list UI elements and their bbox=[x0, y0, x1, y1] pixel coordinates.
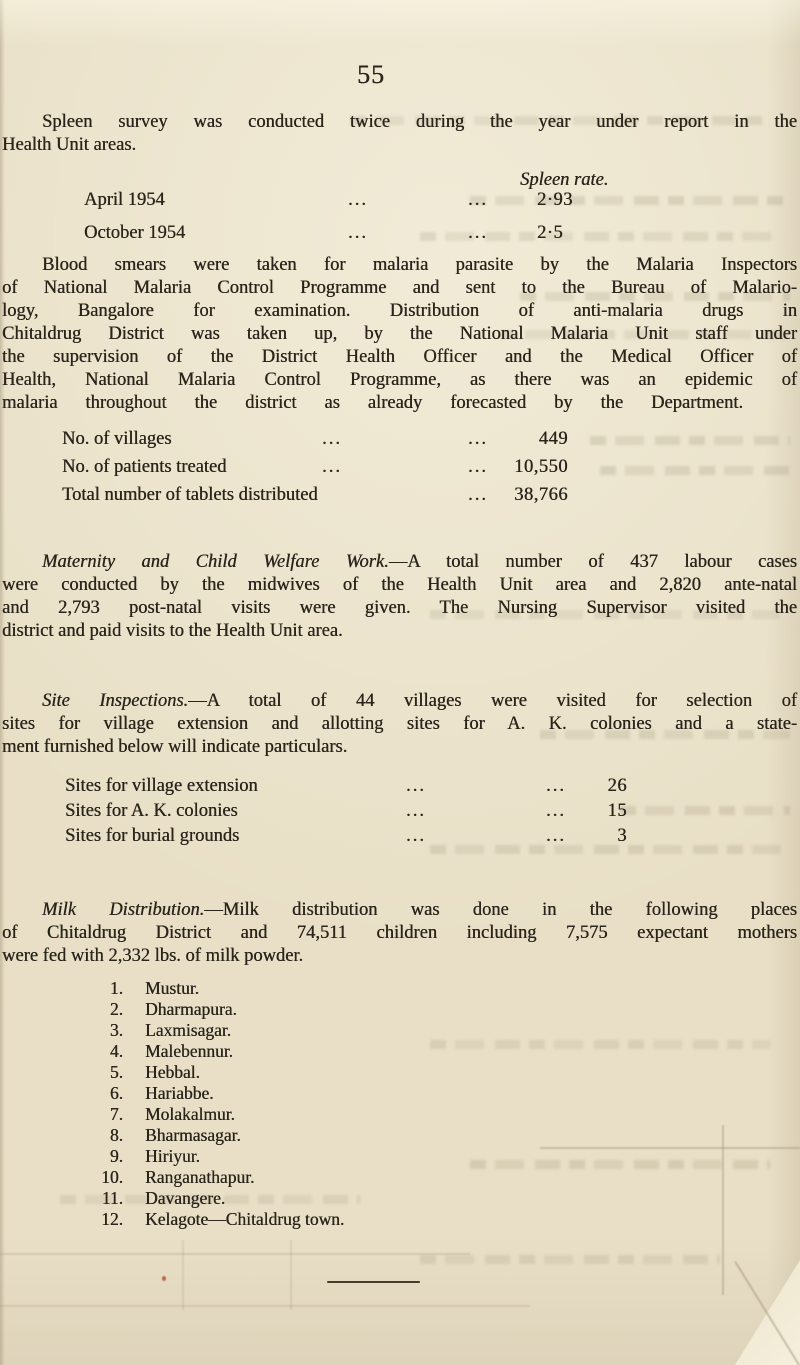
place-list-item bbox=[2, 1062, 602, 1083]
row-label: No. of villages bbox=[62, 429, 172, 449]
bleedthrough-rule bbox=[0, 1305, 530, 1307]
bleedthrough-rule bbox=[290, 1240, 292, 1310]
bleedthrough-rule bbox=[0, 1253, 470, 1255]
leader-dots: ... bbox=[468, 485, 488, 505]
place-number: 3. bbox=[109, 1020, 123, 1040]
row-value: 38,766 bbox=[514, 485, 568, 505]
leader-dots: ... bbox=[348, 190, 368, 210]
italic-lead-in: Milk Distribution. bbox=[42, 900, 205, 920]
row-value: 449 bbox=[538, 429, 568, 449]
text-run: were conducted by the midwives of the Health Unit area and 2,820 ante-natal bbox=[2, 575, 797, 595]
place-name: Hariabbe. bbox=[145, 1083, 214, 1103]
text-line bbox=[2, 254, 797, 277]
leader-dots: ... bbox=[468, 190, 488, 210]
place-name: Dharmapura. bbox=[145, 999, 237, 1019]
text-run: malaria throughout the district as already forecasted by the Department. bbox=[2, 393, 743, 413]
row-value: 26 bbox=[607, 776, 627, 796]
place-name: Laxmisagar. bbox=[145, 1020, 232, 1040]
place-name: Ranganathapur. bbox=[145, 1167, 255, 1187]
leader-dots: ... bbox=[406, 826, 426, 846]
leader-dots: ... bbox=[406, 776, 426, 796]
place-name: Hiriyur. bbox=[145, 1146, 200, 1166]
leader-row bbox=[2, 188, 797, 221]
row-value: 2·93 bbox=[537, 190, 573, 210]
site-inspections-paragraph bbox=[2, 690, 797, 759]
leader-dots: ... bbox=[546, 776, 566, 796]
maternity-child-welfare-paragraph bbox=[2, 551, 797, 643]
text-line bbox=[2, 369, 797, 392]
leader-row bbox=[2, 800, 797, 825]
place-name: Davangere. bbox=[145, 1188, 226, 1208]
italic-lead-in: Maternity and Child Welfare Work. bbox=[42, 552, 389, 572]
leader-row bbox=[2, 455, 797, 483]
place-number: 2. bbox=[109, 999, 123, 1019]
place-number: 10. bbox=[101, 1167, 123, 1187]
place-name: Kelagote—Chitaldrug town. bbox=[145, 1209, 345, 1229]
text-line bbox=[2, 574, 797, 597]
place-number: 6. bbox=[109, 1083, 123, 1103]
bleedthrough-rule bbox=[722, 1125, 724, 1295]
leader-row bbox=[2, 775, 797, 800]
place-list-item bbox=[2, 1167, 602, 1188]
row-label: No. of patients treated bbox=[62, 457, 227, 477]
row-label: Total number of tablets distributed bbox=[62, 485, 318, 505]
text-run: logy, Bangalore for examination. Distribution of anti-malaria drugs in bbox=[2, 301, 797, 321]
place-name: Malebennur. bbox=[145, 1041, 233, 1061]
italic-lead-in: Site Inspections. bbox=[42, 691, 189, 711]
milk-distribution-places-list bbox=[2, 978, 602, 1230]
place-name: Mustur. bbox=[145, 978, 199, 998]
place-name: Molakalmur. bbox=[145, 1104, 235, 1124]
leader-row bbox=[2, 221, 797, 254]
text-line bbox=[2, 713, 797, 736]
paper-stain-speck bbox=[162, 1276, 166, 1281]
text-line bbox=[2, 323, 797, 346]
text-run: Spleen survey was conducted twice during the year under report in the bbox=[42, 112, 797, 132]
row-value: 2·5 bbox=[537, 223, 564, 243]
text-run: Health Unit areas. bbox=[2, 135, 137, 155]
place-list-item bbox=[2, 1041, 602, 1062]
text-run: ment furnished below will indicate particulars. bbox=[2, 737, 348, 757]
spleen-rate-heading: Spleen rate. bbox=[520, 170, 609, 190]
row-value: 10,550 bbox=[514, 457, 568, 477]
leader-dots: ... bbox=[468, 457, 488, 477]
text-run: Chitaldrug District was taken up, by the National Malaria Unit staff under bbox=[2, 324, 797, 344]
leader-row bbox=[2, 825, 797, 850]
place-number: 8. bbox=[109, 1125, 123, 1145]
leader-dots: ... bbox=[468, 223, 488, 243]
text-run: Blood smears were taken for malaria parasite by the Malaria Inspectors bbox=[42, 255, 797, 275]
place-number: 1. bbox=[109, 978, 123, 998]
spleen-rate-table bbox=[2, 188, 797, 254]
text-run: —A total number of 437 labour cases bbox=[388, 552, 798, 572]
place-list-item bbox=[2, 1146, 602, 1167]
leader-dots: ... bbox=[322, 429, 342, 449]
text-line bbox=[2, 134, 797, 157]
text-line bbox=[2, 277, 797, 300]
place-list-item bbox=[2, 1125, 602, 1146]
bleedthrough-ghost bbox=[420, 1255, 720, 1264]
text-run: were fed with 2,332 lbs. of milk powder. bbox=[2, 946, 304, 966]
site-inspections-table bbox=[2, 775, 797, 850]
row-value: 15 bbox=[607, 801, 627, 821]
text-line bbox=[2, 736, 797, 759]
spleen-survey-paragraph bbox=[2, 111, 797, 157]
text-line bbox=[2, 300, 797, 323]
leader-dots: ... bbox=[406, 801, 426, 821]
place-name: Hebbal. bbox=[145, 1062, 200, 1082]
text-run: of National Malaria Control Programme and sent to the Bureau of Malario- bbox=[2, 278, 797, 298]
section-divider bbox=[327, 1281, 420, 1283]
malaria-programme-paragraph bbox=[2, 254, 797, 415]
malaria-statistics-table bbox=[2, 427, 797, 511]
place-name: Bharmasagar. bbox=[145, 1125, 241, 1145]
text-line bbox=[2, 597, 797, 620]
text-line bbox=[2, 111, 797, 134]
place-list-item bbox=[2, 999, 602, 1020]
bleedthrough-rule bbox=[182, 1240, 184, 1310]
place-list-item bbox=[2, 1209, 602, 1230]
text-run: —A total of 44 villages were visited for selection of bbox=[188, 691, 797, 711]
place-number: 11. bbox=[101, 1188, 123, 1208]
place-list-item bbox=[2, 978, 602, 999]
place-list-item bbox=[2, 1188, 602, 1209]
leader-dots: ... bbox=[468, 429, 488, 449]
text-line bbox=[2, 392, 743, 415]
text-line bbox=[2, 922, 797, 945]
text-run: sites for village extension and allotting sites for A. K. colonies and a state- bbox=[2, 714, 797, 734]
text-run: Health, National Malaria Control Programme, as there was an epidemic of bbox=[2, 370, 797, 390]
row-label: Sites for A. K. colonies bbox=[65, 801, 238, 821]
row-label: April 1954 bbox=[84, 190, 165, 210]
leader-row bbox=[2, 427, 797, 455]
text-line bbox=[2, 551, 797, 574]
place-number: 12. bbox=[101, 1209, 123, 1229]
milk-distribution-paragraph bbox=[2, 899, 797, 968]
place-number: 5. bbox=[109, 1062, 123, 1082]
text-line bbox=[2, 690, 797, 713]
place-list-item bbox=[2, 1083, 602, 1104]
place-list-item bbox=[2, 1020, 602, 1041]
row-value: 3 bbox=[617, 826, 627, 846]
leader-dots: ... bbox=[348, 223, 368, 243]
text-line bbox=[2, 620, 797, 643]
text-line bbox=[2, 945, 797, 968]
text-line bbox=[2, 346, 797, 369]
text-run: the supervision of the District Health Officer and the Medical Officer of bbox=[2, 347, 797, 367]
text-run: of Chitaldrug District and 74,511 children including 7,575 expectant mothers bbox=[2, 923, 797, 943]
row-label: October 1954 bbox=[84, 223, 186, 243]
page-number: 55 bbox=[357, 60, 385, 89]
leader-dots: ... bbox=[546, 801, 566, 821]
leader-row bbox=[2, 483, 797, 511]
row-label: Sites for burial grounds bbox=[65, 826, 240, 846]
row-label: Sites for village extension bbox=[65, 776, 258, 796]
text-line bbox=[2, 899, 797, 922]
place-list-item bbox=[2, 1104, 602, 1125]
leader-dots: ... bbox=[546, 826, 566, 846]
place-number: 4. bbox=[109, 1041, 123, 1061]
text-run: district and paid visits to the Health Unit area. bbox=[2, 621, 343, 641]
text-run: and 2,793 post-natal visits were given. The Nursing Supervisor visited the bbox=[2, 598, 797, 618]
leader-dots: ... bbox=[322, 457, 342, 477]
place-number: 7. bbox=[109, 1104, 123, 1124]
text-run: —Milk distribution was done in the following places bbox=[204, 900, 797, 920]
place-number: 9. bbox=[109, 1146, 123, 1166]
